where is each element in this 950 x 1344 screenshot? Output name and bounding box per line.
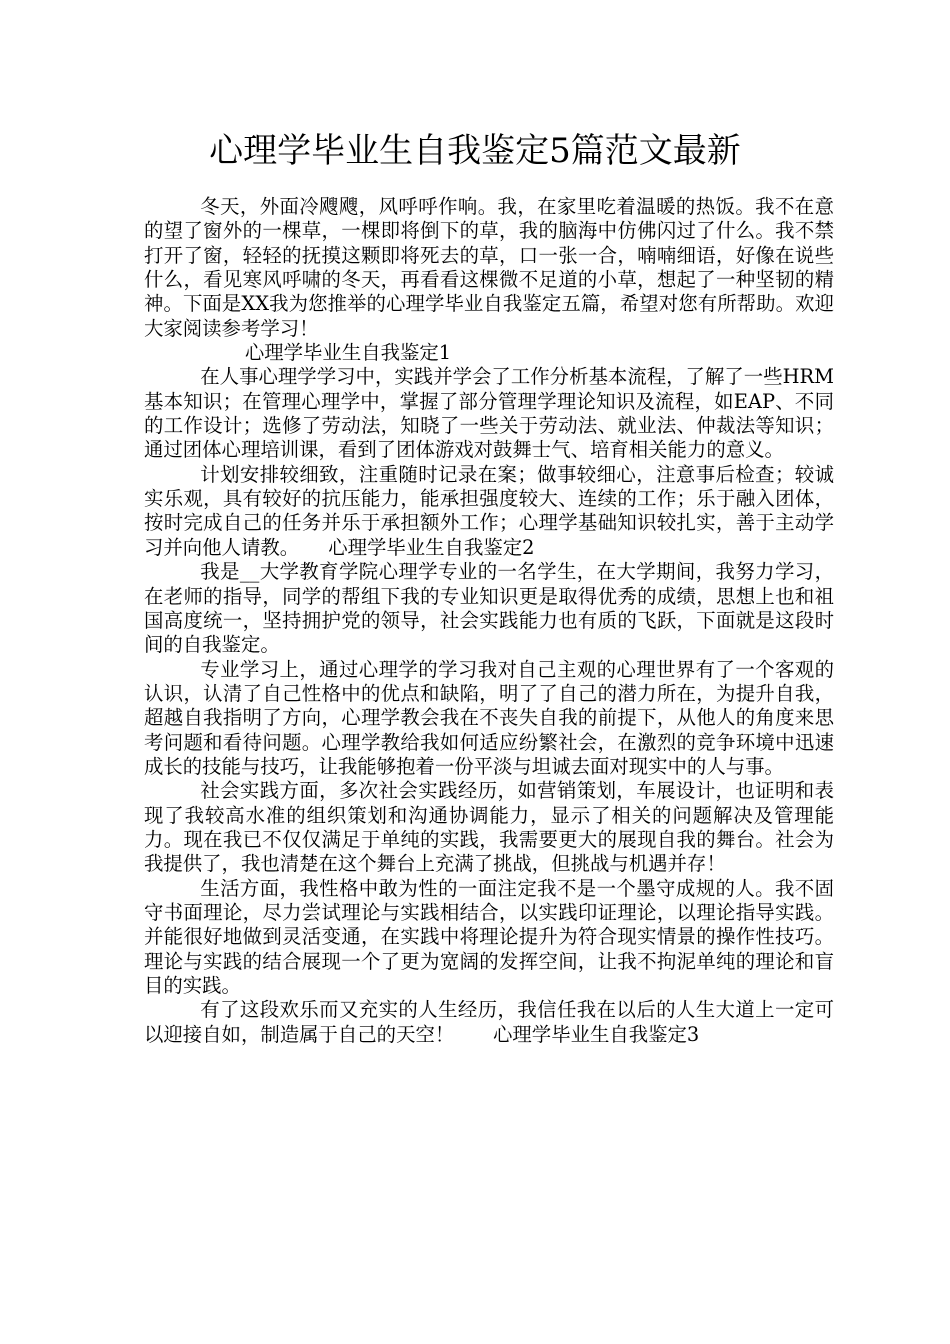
section-heading-1: 心理学毕业生自我鉴定1 (244, 341, 452, 365)
paragraph: 社会实践方面，多次社会实践经历，如营销策划，车展设计，也证明和表现了我较高水准的组织策划和沟通协调能力，显示了相关的问题解决及管理能力。现在我已不仅仅满足于单纯的实践，我需要更大的展现自我的舞台。社会为我提供了，我也清楚在这个舞台上充满了挑战，但挑战与机遇并存！ (144, 779, 834, 876)
document-body (144, 195, 834, 1047)
paragraph: 生活方面，我性格中敢为性的一面注定我不是一个墨守成规的人。我不固守书面理论，尽力尝试理论与实践相结合，以实践印证理论，以理论指导实践。并能很好地做到灵活变通，在实践中将理论提升为符合现实情景的操作性技巧。理论与实践的结合展现一个了更为宽阔的发挥空间，让我不拘泥单纯的理论和盲目的实践。 (144, 876, 834, 997)
paragraph: 计划安排较细致，注重随时记录在案；做事较细心，注意事后检查；较诚实乐观，具有较好的抗压能力，能承担强度较大、连续的工作；乐于融入团体，按时完成自己的任务并乐于承担额外工作；心理学基础知识较扎实，善于主动学习并向他人请教。 心理学毕业生自我鉴定2 (144, 462, 834, 559)
document-title: 心理学毕业生自我鉴定5篇范文最新 (209, 131, 741, 171)
paragraph: 我是__大学教育学院心理学专业的一名学生，在大学期间，我努力学习，在老师的指导，同学的帮组下我的专业知识更是取得优秀的成绩，思想上也和祖国高度统一，坚持拥护党的领导，社会实践能力也有质的飞跃，下面就是这段时间的自我鉴定。 (144, 560, 834, 657)
paragraph: 在人事心理学学习中，实践并学会了工作分析基本流程，了解了一些HRM基本知识；在管理心理学中，掌握了部分管理学理论知识及流程，如EAP、不同的工作设计；选修了劳动法，知晓了一些关于劳动法、就业法、仲裁法等知识；通过团体心理培训课，看到了团体游戏对鼓舞士气、培育相关能力的意义。 (144, 365, 834, 462)
paragraph: 专业学习上，通过心理学的学习我对自己主观的心理世界有了一个客观的认识，认清了自己性格中的优点和缺陷，明了了自己的潜力所在，为提升自我，超越自我指明了方向，心理学教会我在不丧失自我的前提下，从他人的角度来思考问题和看待问题。心理学教给我如何适应纷繁社会，在激烈的竞争环境中迅速成长的技能与技巧，让我能够抱着一份平淡与坦诚去面对现实中的人与事。 (144, 657, 834, 778)
paragraph-intro: 冬天，外面冷飕飕，风呼呼作响。我，在家里吃着温暖的热饭。我不在意的望了窗外的一棵草，一棵即将倒下的草，我的脑海中仿佛闪过了什么。我不禁打开了窗，轻轻的抚摸这颗即将死去的草，口一张一合，喃喃细语，好像在说些什么，看见寒风呼啸的冬天，再看看这棵微不足道的小草，想起了一种坚韧的精神。下面是XX我为您推举的心理学毕业自我鉴定五篇，希望对您有所帮助。欢迎大家阅读参考学习！ (144, 195, 834, 340)
paragraph: 有了这段欢乐而又充实的人生经历，我信任我在以后的人生大道上一定可以迎接自如，制造属于自己的天空！ 心理学毕业生自我鉴定3 (144, 998, 834, 1046)
